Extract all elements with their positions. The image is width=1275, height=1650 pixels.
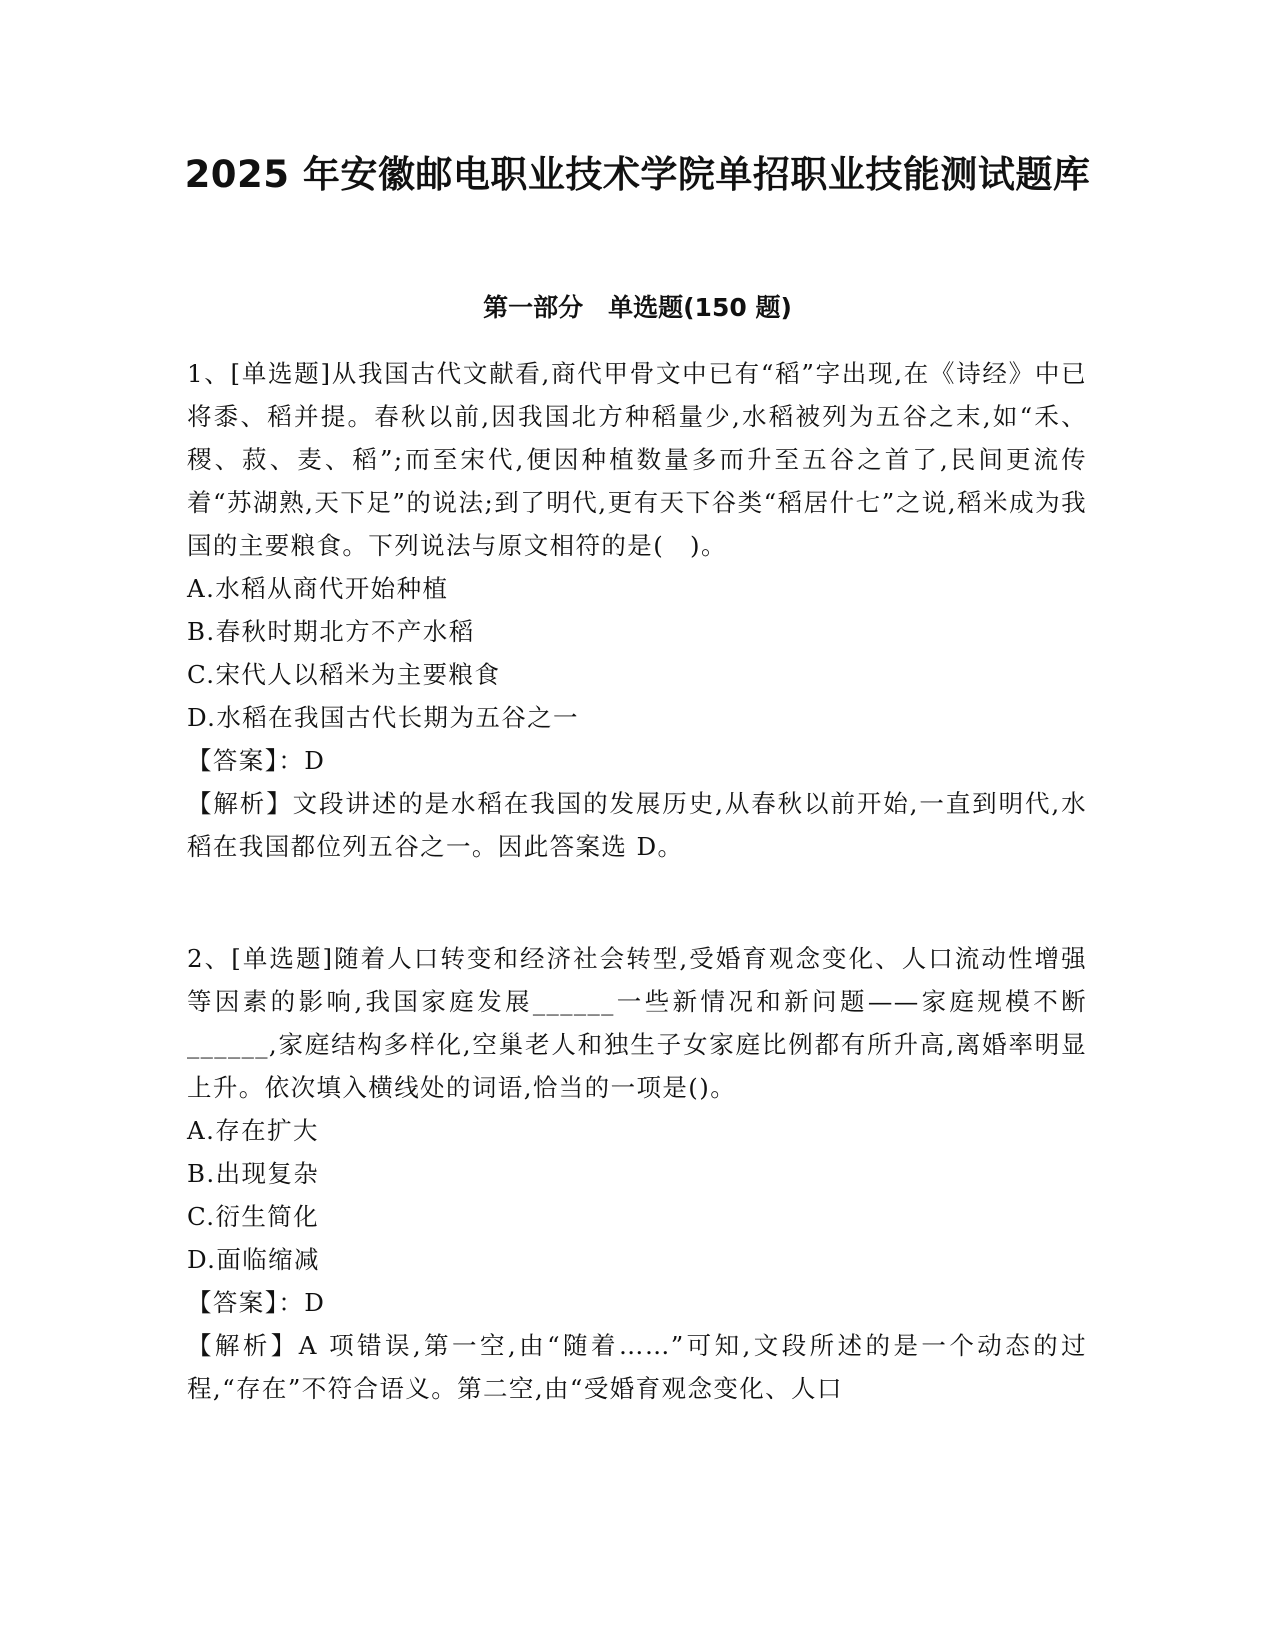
analysis-text: A 项错误,第一空,由“随着……”可知,文段所述的是一个动态的过程,“存在”不符合语义。第二空,由“受婚育观念变化、人口 xyxy=(187,1331,1087,1403)
section-title: 第一部分 单选题(150 题) xyxy=(483,293,792,322)
question-1-option-d: D.水稻在我国古代长期为五谷之一 xyxy=(187,703,579,732)
question-1 xyxy=(187,352,1087,868)
answer-label: 【答案】 xyxy=(187,746,279,775)
question-1-option-b: B.春秋时期北方不产水稻 xyxy=(187,617,475,646)
question-2-stem: 2、[单选题]随着人口转变和经济社会转型,受婚育观念变化、人口流动性增强等因素的影响,我国家庭发展______一些新情况和新问题——家庭规模不断______,家庭结构多样化,空巢老人和独生子女家庭比例都有所升高,离婚率明显上升。依次填入横线处的词语,恰当的一项是()。 xyxy=(187,944,1087,1102)
answer-value: ：D xyxy=(278,1288,326,1317)
analysis-text: 文段讲述的是水稻在我国的发展历史,从春秋以前开始,一直到明代,水稻在我国都位列五谷之一。因此答案选 D。 xyxy=(187,789,1087,861)
question-2-option-d: D.面临缩减 xyxy=(187,1245,320,1274)
question-2-option-b: B.出现复杂 xyxy=(187,1159,320,1188)
question-1-option-a: A.水稻从商代开始种植 xyxy=(187,574,449,603)
question-1-answer xyxy=(187,739,1087,782)
question-2-answer xyxy=(187,1281,1087,1324)
analysis-label: 【解析】 xyxy=(187,1331,299,1360)
question-2-analysis xyxy=(187,1324,1087,1410)
question-1-analysis xyxy=(187,782,1087,868)
analysis-label: 【解析】 xyxy=(187,789,293,818)
answer-value: ：D xyxy=(278,746,326,775)
question-2 xyxy=(187,937,1087,1410)
answer-label: 【答案】 xyxy=(187,1288,279,1317)
question-1-option-c: C.宋代人以稻米为主要粮食 xyxy=(187,660,501,689)
question-2-option-a: A.存在扩大 xyxy=(187,1116,319,1145)
document-title: 2025 年安徽邮电职业技术学院单招职业技能测试题库 xyxy=(184,153,1091,196)
question-1-stem: 1、[单选题]从我国古代文献看,商代甲骨文中已有“稻”字出现,在《诗经》中已将黍、稻并提。春秋以前,因我国北方种稻量少,水稻被列为五谷之末,如“禾、稷、菽、麦、稻”;而至宋代,便因种植数量多而升至五谷之首了,民间更流传着“苏湖熟,天下足”的说法;到了明代,更有天下谷类“稻居什七”之说,稻米成为我国的主要粮食。下列说法与原文相符的是( )。 xyxy=(187,359,1087,560)
question-2-option-c: C.衍生简化 xyxy=(187,1202,320,1231)
